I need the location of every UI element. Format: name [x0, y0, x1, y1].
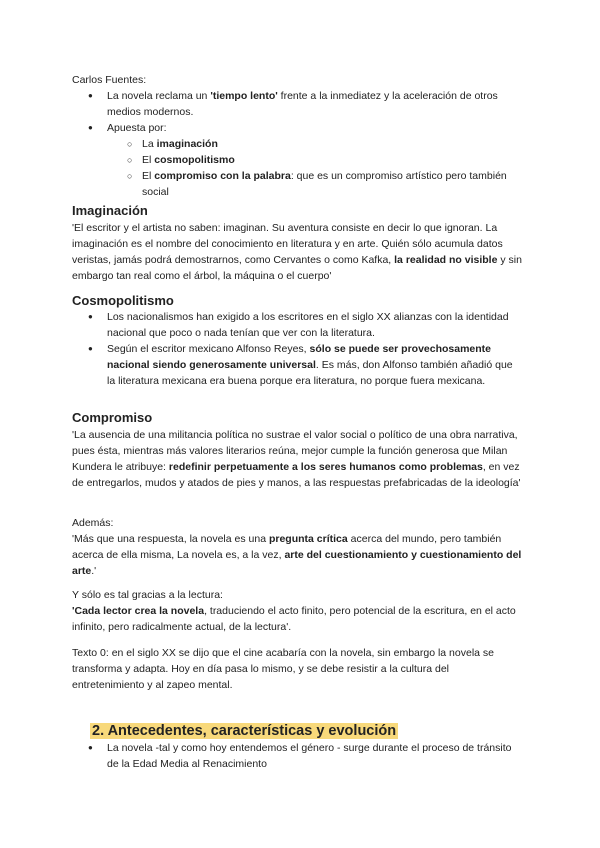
- texto0-block: Texto 0: en el siglo XX se dijo que el cine acabaría con la novela, sin embargo la novela se transforma y adapta. Hoy en día pasa lo mismo, y se debe resistir a la cultura del entretenimiento y al zapeo mental.: [72, 647, 495, 691]
- list-item: ● Los nacionalismos han exigido a los escritores en el siglo XX alianzas con la identidad nacional que poco o nada tenían que ver con la literatura.: [72, 309, 522, 341]
- author-label: Carlos Fuentes:: [72, 74, 147, 86]
- list-item: ● La novela reclama un 'tiempo lento' frente a la inmediatez y la aceleración de otros medios modernos.: [72, 88, 522, 120]
- intro-list: [72, 88, 522, 200]
- lectura-label: Y sólo es tal gracias a la lectura:: [72, 589, 223, 601]
- ademas-label: Además:: [72, 517, 114, 529]
- section-2-list: [72, 740, 522, 772]
- lectura-quote: 'Cada lector crea la novela, traduciendo el acto finito, pero potencial de la escritura, en el acto infinito, pero radicalmente actual, de la lectura'.: [72, 605, 516, 633]
- compromiso-text: 'La ausencia de una militancia política no sustrae el valor social o político de una obra narrativa, pues ésta, mientras más valores literarios reúna, mejor cumple la función generosa que Milan Kundera le atribuye: redefinir perpetuamente a los seres humanos como problemas, en vez de entregarlos, mudos y atados de pies y manos, a las respuestas prefabricadas de la ideología': [72, 429, 521, 489]
- list-item: ● La novela -tal y como hoy entendemos el género - surge durante el proceso de tránsito de la Edad Media al Renacimiento: [72, 740, 522, 772]
- lectura-block: [72, 587, 522, 635]
- sub-list-item: ○ La imaginación: [72, 136, 522, 152]
- sub-list-item: ○ El compromiso con la palabra: que es un compromiso artístico pero también social: [72, 168, 522, 200]
- sub-list: [72, 136, 522, 200]
- list-item: ● Apuesta por: ○ La imaginación ○ El cosmopolitismo ○ El compromiso con la palabra: que es un compromiso artístico pero también social: [72, 120, 522, 200]
- intro-block: [72, 72, 522, 200]
- imaginacion-text: 'El escritor y el artista no saben: imaginan. Su aventura consiste en decir lo que ignoran. La imaginación es el nombre del conocimiento en literatura y en arte. Quién sólo acumula datos veristas, jamás podrá demostrarnos, como Cervantes o como Kafka, la realidad no visible y sin embargo tan real como el árbol, la máquina o el cuerpo': [72, 222, 522, 282]
- heading-compromiso: Compromiso: [72, 410, 153, 425]
- sub-list-item: ○ El cosmopolitismo: [72, 152, 522, 168]
- ademas-block: [72, 515, 522, 579]
- section-2-heading: 2. Antecedentes, características y evolución: [92, 723, 397, 739]
- heading-imaginacion: Imaginación: [72, 203, 148, 218]
- ademas-quote: 'Más que una respuesta, la novela es una pregunta crítica acerca del mundo, pero también acerca de ella misma, La novela es, a la vez, arte del cuestionamiento y cuestionamiento del arte.': [72, 533, 522, 577]
- heading-cosmopolitismo: Cosmopolitismo: [72, 293, 174, 308]
- list-item: ● Según el escritor mexicano Alfonso Reyes, sólo se puede ser provechosamente nacional siendo generosamente universal. Es más, don Alfonso también añadió que la literatura mexicana era buena porque era literatura, no porque fuera mexicana.: [72, 341, 522, 389]
- cosmopolitismo-block: [72, 309, 522, 389]
